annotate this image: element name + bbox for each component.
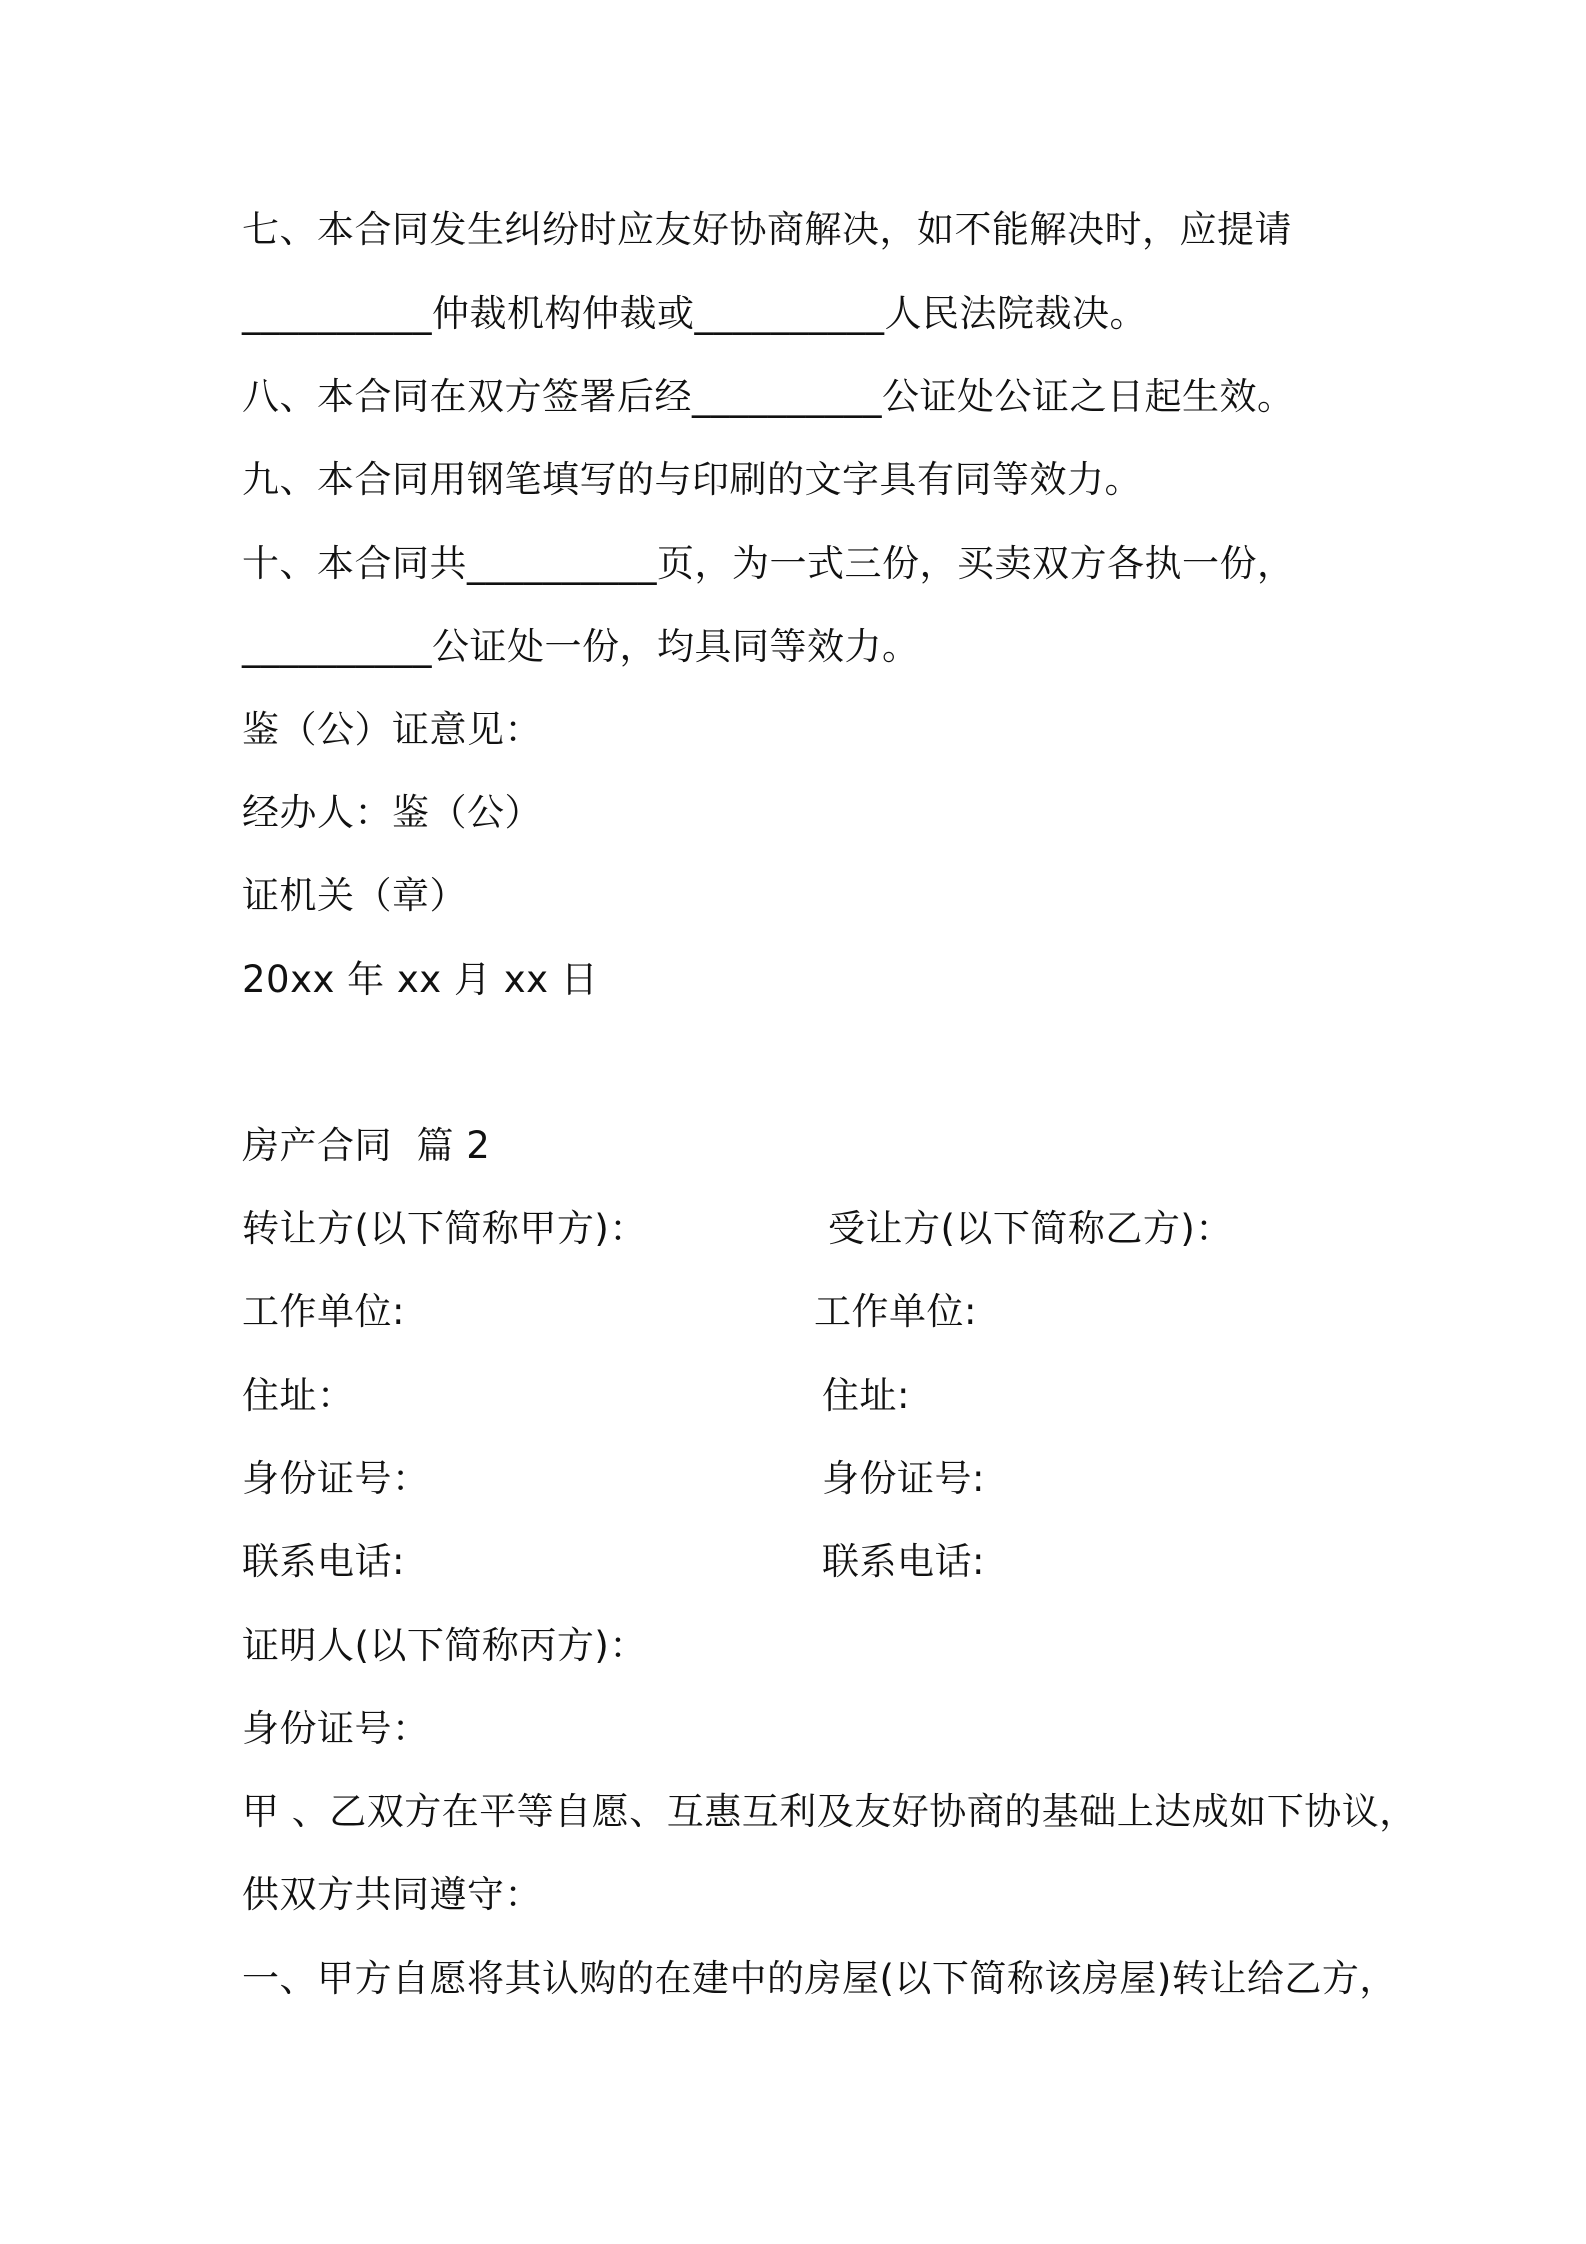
id-field-b: 身份证号: bbox=[822, 1457, 985, 1500]
clause-7-line-2: __________仲裁机构仲裁或__________人民法院裁决。 bbox=[242, 292, 1147, 335]
clause-8: 八、本合同在双方签署后经__________公证处公证之日起生效。 bbox=[242, 375, 1295, 418]
notary-seal: 证机关（章） bbox=[242, 874, 467, 917]
witness-id-field: 身份证号： bbox=[242, 1707, 430, 1750]
address-field-b: 住址: bbox=[822, 1374, 910, 1417]
notary-opinion: 鉴（公）证意见： bbox=[242, 708, 542, 751]
agreement-intro-line-2: 供双方共同遵守： bbox=[242, 1873, 542, 1916]
clause-10-line-1: 十、本合同共__________页，为一式三份，买卖双方各执一份， bbox=[242, 542, 1295, 585]
clause-10-line-2: __________公证处一份，均具同等效力。 bbox=[242, 625, 920, 668]
notary-date: 20xx 年 xx 月 xx 日 bbox=[242, 958, 599, 1001]
employer-field-a: 工作单位: bbox=[242, 1290, 405, 1333]
notary-handler: 经办人：鉴（公） bbox=[242, 791, 542, 834]
witness-label: 证明人(以下简称丙方)： bbox=[242, 1624, 647, 1667]
employer-field-b: 工作单位: bbox=[814, 1290, 977, 1333]
id-field-a: 身份证号： bbox=[242, 1457, 430, 1500]
clause-9: 九、本合同用钢笔填写的与印刷的文字具有同等效力。 bbox=[242, 458, 1142, 501]
agreement-clause-1: 一、甲方自愿将其认购的在建中的房屋(以下简称该房屋)转让给乙方， bbox=[242, 1957, 1397, 2000]
phone-field-b: 联系电话: bbox=[822, 1540, 985, 1583]
phone-field-a: 联系电话: bbox=[242, 1540, 405, 1583]
clause-7-line-1: 七、本合同发生纠纷时应友好协商解决，如不能解决时，应提请 bbox=[242, 208, 1292, 251]
transferee-label: 受让方(以下简称乙方)： bbox=[828, 1207, 1233, 1250]
section-title: 房产合同 篇 2 bbox=[242, 1124, 491, 1167]
agreement-intro-line-1: 甲 、乙双方在平等自愿、互惠互利及友好协商的基础上达成如下协议， bbox=[242, 1790, 1417, 1833]
address-field-a: 住址： bbox=[242, 1374, 355, 1417]
transferor-label: 转让方(以下简称甲方)： bbox=[242, 1207, 647, 1250]
